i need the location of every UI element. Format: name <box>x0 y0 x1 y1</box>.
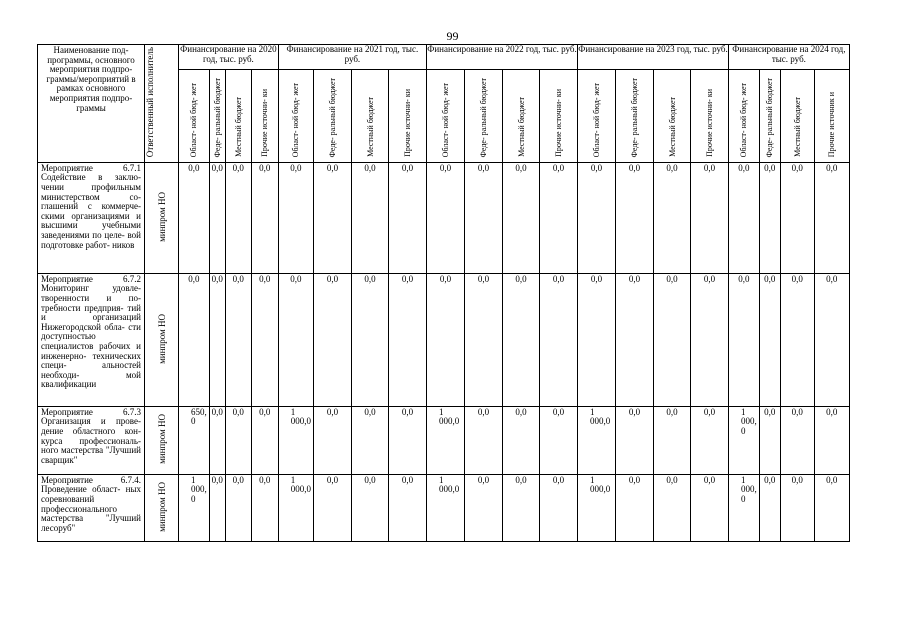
responsible-executor: минпром НО <box>145 273 179 406</box>
header-source-column: Местный бюджет <box>654 69 691 162</box>
page-number: 99 <box>446 29 459 43</box>
financing-table <box>37 44 850 542</box>
funding-value: 0,0 <box>759 406 780 474</box>
funding-value: 0,0 <box>503 273 540 406</box>
funding-value: 0,0 <box>278 273 313 406</box>
funding-value: 0,0 <box>729 162 760 273</box>
funding-value: 0,0 <box>389 273 427 406</box>
funding-value: 0,0 <box>389 162 427 273</box>
header-year-2022: Финансирование на 2022 год, тыс. руб. <box>427 45 578 70</box>
funding-value: 0,0 <box>814 273 849 406</box>
header-source-column: Област- ной бюд- жет <box>729 69 760 162</box>
funding-value: 0,0 <box>654 474 691 541</box>
funding-value: 0,0 <box>616 474 654 541</box>
funding-value: 650, 0 <box>179 406 210 474</box>
header-source-column: Прочие источни- ки <box>691 69 729 162</box>
funding-value: 0,0 <box>225 273 251 406</box>
responsible-executor: минпром НО <box>145 474 179 541</box>
funding-value: 0,0 <box>503 474 540 541</box>
funding-value: 1 000, 0 <box>729 406 760 474</box>
header-row-years <box>38 45 850 70</box>
funding-value: 0,0 <box>465 162 503 273</box>
table-row <box>38 273 850 406</box>
header-year-2020: Финансирование на 2020 год, тыс. руб. <box>179 45 279 70</box>
funding-value: 0,0 <box>465 273 503 406</box>
funding-value: 0,0 <box>209 273 225 406</box>
funding-value: 0,0 <box>209 406 225 474</box>
header-source-column: Прочие источник и <box>814 69 849 162</box>
header-name-column: Наименование под- программы, основного мероприятия подпро- граммы/мероприятий в рамках основного мероприятия подпро- граммы <box>38 45 145 163</box>
funding-value: 0,0 <box>616 406 654 474</box>
funding-value: 0,0 <box>780 406 814 474</box>
funding-value: 0,0 <box>780 162 814 273</box>
funding-value: 0,0 <box>225 474 251 541</box>
funding-value: 0,0 <box>654 273 691 406</box>
header-year-2023: Финансирование на 2023 год, тыс. руб. <box>578 45 729 70</box>
funding-value: 1 000,0 <box>578 406 616 474</box>
activity-name: Мероприятие 6.7.3 Организация и прове- дение областного кон- курса профессиональ- ного мастерства "Лучший сварщик" <box>38 406 145 474</box>
funding-value: 0,0 <box>578 273 616 406</box>
funding-value: 0,0 <box>540 406 578 474</box>
funding-value: 0,0 <box>225 406 251 474</box>
table-row <box>38 474 850 541</box>
funding-value: 0,0 <box>691 162 729 273</box>
header-source-column: Феде- ральный бюджет <box>465 69 503 162</box>
funding-value: 0,0 <box>389 474 427 541</box>
header-source-column: Прочие источни- ки <box>251 69 278 162</box>
funding-value: 1 000, 0 <box>179 474 210 541</box>
funding-value: 0,0 <box>654 162 691 273</box>
funding-value: 0,0 <box>179 162 210 273</box>
activity-name: Мероприятие 6.7.4. Проведение област- ных соревнований профессионального мастерства "Лучший лесоруб" <box>38 474 145 541</box>
funding-value: 0,0 <box>314 474 352 541</box>
header-source-column: Област- ной бюд- жет <box>427 69 465 162</box>
header-source-column: Област- ной бюд- жет <box>578 69 616 162</box>
funding-value: 0,0 <box>759 162 780 273</box>
funding-value: 0,0 <box>616 273 654 406</box>
responsible-executor: минпром НО <box>145 162 179 273</box>
funding-value: 1 000,0 <box>427 406 465 474</box>
funding-value: 0,0 <box>465 406 503 474</box>
header-year-2024: Финансирование на 2024 год, тыс. руб. <box>729 45 850 70</box>
funding-value: 0,0 <box>209 474 225 541</box>
funding-value: 0,0 <box>465 474 503 541</box>
funding-value: 0,0 <box>314 162 352 273</box>
funding-value: 0,0 <box>503 162 540 273</box>
header-source-column: Местный бюджет <box>352 69 389 162</box>
funding-value: 0,0 <box>251 273 278 406</box>
funding-value: 0,0 <box>540 162 578 273</box>
funding-value: 0,0 <box>179 273 210 406</box>
funding-value: 0,0 <box>427 162 465 273</box>
funding-value: 0,0 <box>278 162 313 273</box>
header-source-column: Местный бюджет <box>225 69 251 162</box>
funding-value: 0,0 <box>759 273 780 406</box>
header-source-column: Прочие источни- ки <box>389 69 427 162</box>
funding-value: 0,0 <box>251 162 278 273</box>
activity-name: Мероприятие 6.7.2 Мониторинг удовле- творенности и по- требности предприя- тий и организаций Нижегородской обла- сти доступностью специалистов рабочих и инженерно- технических специ- альностей необходи- мой квалификации <box>38 273 145 406</box>
funding-value: 0,0 <box>691 273 729 406</box>
funding-value: 0,0 <box>578 162 616 273</box>
header-source-column: Област- ной бюд- жет <box>179 69 210 162</box>
header-source-column: Феде- ральный бюджет <box>759 69 780 162</box>
funding-value: 0,0 <box>352 273 389 406</box>
funding-value: 0,0 <box>540 474 578 541</box>
funding-value: 0,0 <box>251 474 278 541</box>
funding-value: 0,0 <box>352 162 389 273</box>
funding-value: 0,0 <box>389 406 427 474</box>
funding-value: 0,0 <box>654 406 691 474</box>
funding-value: 0,0 <box>759 474 780 541</box>
table-row <box>38 162 850 273</box>
header-year-2021: Финансирование на 2021 год, тыс. руб. <box>278 45 426 70</box>
funding-value: 1 000,0 <box>578 474 616 541</box>
funding-value: 1 000,0 <box>278 474 313 541</box>
table-row <box>38 406 850 474</box>
funding-value: 0,0 <box>251 406 278 474</box>
funding-value: 0,0 <box>780 273 814 406</box>
funding-value: 0,0 <box>691 406 729 474</box>
funding-value: 0,0 <box>314 273 352 406</box>
header-responsible-column: Ответственный исполнитель <box>145 45 179 163</box>
funding-value: 0,0 <box>209 162 225 273</box>
funding-value: 0,0 <box>503 406 540 474</box>
funding-value: 1 000,0 <box>427 474 465 541</box>
funding-value: 0,0 <box>691 474 729 541</box>
responsible-executor: минпром НО <box>145 406 179 474</box>
funding-value: 0,0 <box>314 406 352 474</box>
funding-value: 0,0 <box>540 273 578 406</box>
funding-value: 0,0 <box>814 474 849 541</box>
activity-name: Мероприятие 6.7.1 Содействие в заклю- чении профильным министерством со- глашений с коммерче- скими организациями и высшими учебными заведениями по целе- вой подготовке работ- ников <box>38 162 145 273</box>
funding-value: 0,0 <box>814 406 849 474</box>
header-source-column: Местный бюджет <box>780 69 814 162</box>
funding-value: 0,0 <box>352 406 389 474</box>
header-source-column: Местный бюджет <box>503 69 540 162</box>
header-source-column: Феде- ральный бюджет <box>209 69 225 162</box>
funding-value: 1 000,0 <box>278 406 313 474</box>
funding-value: 0,0 <box>427 273 465 406</box>
funding-value: 0,0 <box>780 474 814 541</box>
funding-value: 0,0 <box>225 162 251 273</box>
header-source-column: Област- ной бюд- жет <box>278 69 313 162</box>
funding-value: 1 000, 0 <box>729 474 760 541</box>
funding-value: 0,0 <box>729 273 760 406</box>
header-source-column: Феде- ральный бюджет <box>616 69 654 162</box>
funding-value: 0,0 <box>814 162 849 273</box>
funding-value: 0,0 <box>616 162 654 273</box>
header-source-column: Прочие источни- ки <box>540 69 578 162</box>
funding-value: 0,0 <box>352 474 389 541</box>
header-source-column: Феде- ральный бюджет <box>314 69 352 162</box>
